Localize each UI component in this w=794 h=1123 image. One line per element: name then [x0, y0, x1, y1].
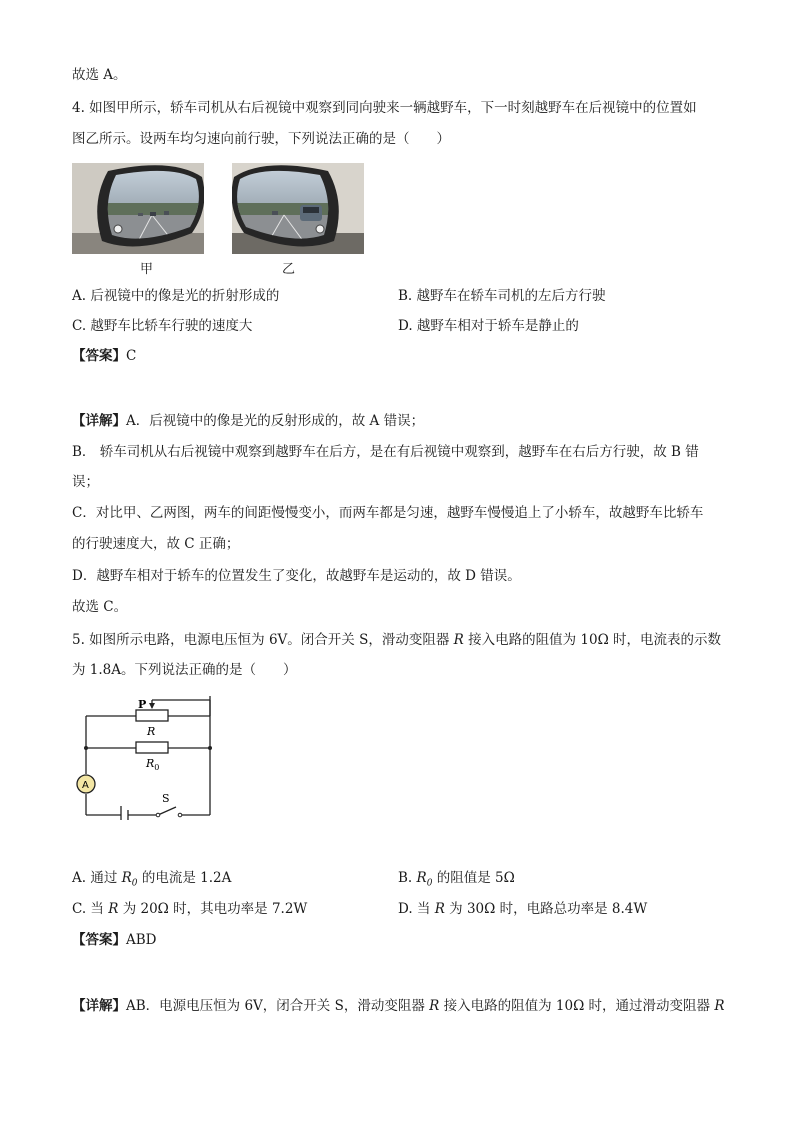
q4-option-c: C. 越野车比轿车行驶的速度大 [72, 318, 253, 334]
q4-answer [72, 346, 136, 366]
q5-answer [72, 930, 157, 950]
question-4-stem-line1: 4. 如图甲所示，轿车司机从右后视镜中观察到同向驶来一辆越野车，下一时刻越野车在后视镜中的位置如 [72, 100, 697, 116]
question-4-stem-line2: 图乙所示。设两车均匀速向前行驶，下列说法正确的是（ ） [72, 131, 450, 147]
q5-option-d [398, 899, 647, 919]
symbol-r: R [434, 901, 445, 917]
symbol-r: R [714, 998, 725, 1014]
detail-label: 【详解】 [72, 998, 126, 1014]
answer-value: ABD [126, 932, 157, 948]
option-text: D. 当 [398, 901, 435, 917]
label-ammeter: A [82, 780, 89, 791]
caption-yi: 乙 [282, 262, 296, 277]
q4-detail-line4: D．越野车相对于轿车的位置发生了变化，故越野车是运动的，故 D 错误。 [72, 568, 521, 584]
q5-detail-line1 [72, 996, 725, 1016]
option-text: 为 20Ω 时，其电功率是 7.2W [118, 901, 308, 917]
stem-text: 5. 如图所示电路，电源电压恒为 6V。闭合开关 S，滑动变阻器 [72, 632, 454, 648]
answer-value: C [126, 348, 137, 364]
q4-detail-line2b: 误； [72, 474, 99, 490]
symbol-r: R [429, 998, 440, 1014]
stem-text: 接入电路的阻值为 10Ω 时，电流表的示数 [463, 632, 722, 648]
text-line: 故选 A。 [72, 67, 127, 83]
q4-option-d: D. 越野车相对于轿车是静止的 [398, 318, 579, 334]
detail-text: A．后视镜中的像是光的反射形成的，故 A 错误； [126, 413, 425, 429]
symbol-r: R [108, 901, 119, 917]
label-r: R [147, 725, 156, 738]
option-text: 的电流是 1.2A [137, 870, 232, 886]
option-text: 的阻值是 5Ω [432, 870, 515, 886]
q5-option-b [398, 868, 515, 894]
q4-detail-line2: B． 轿车司机从右后视镜中观察到越野车在后方，是在有后视镜中观察到，越野车在右后方行驶，故 B 错 [72, 444, 699, 460]
caption-jia: 甲 [140, 262, 154, 277]
symbol-r0: $R_0$ [121, 870, 138, 889]
q4-detail-line3b: 的行驶速度大，故 C 正确； [72, 536, 240, 552]
mirror-photo-jia [72, 163, 204, 254]
q4-option-b: B. 越野车在轿车司机的左后方行驶 [398, 288, 606, 304]
detail-text: AB．电源电压恒为 6V，闭合开关 S，滑动变阻器 [126, 998, 430, 1014]
symbol-r0: $R_0$ [416, 870, 433, 889]
q4-option-a: A. 后视镜中的像是光的折射形成的 [72, 288, 280, 304]
q4-conclusion: 故选 C。 [72, 599, 128, 615]
label-p: P [138, 698, 147, 711]
q5-option-c [72, 899, 307, 919]
circuit-diagram [76, 696, 216, 820]
q5-option-a [72, 868, 231, 894]
option-text: B. [398, 870, 417, 886]
label-r0: $R_0$ [146, 757, 160, 772]
option-text: C. 当 [72, 901, 109, 917]
mirror-photo-yi [232, 163, 364, 254]
answer-label: 【答案】 [72, 348, 126, 364]
label-switch: S [162, 792, 170, 805]
option-text: A. 通过 [72, 870, 122, 886]
q4-detail-line1 [72, 411, 424, 431]
symbol-r: R [453, 632, 464, 648]
option-text: 为 30Ω 时，电路总功率是 8.4W [444, 901, 648, 917]
detail-text: 接入电路的阻值为 10Ω 时，通过滑动变阻器 [439, 998, 715, 1014]
question-5-stem-line2: 为 1.8A。下列说法正确的是（ ） [72, 662, 297, 678]
answer-label: 【答案】 [72, 932, 126, 948]
question-5-stem-line1 [72, 630, 721, 650]
q4-detail-line3: C．对比甲、乙两图，两车的间距慢慢变小，而两车都是匀速，越野车慢慢追上了小轿车，故越野车比轿车 [72, 505, 704, 521]
detail-label: 【详解】 [72, 413, 126, 429]
